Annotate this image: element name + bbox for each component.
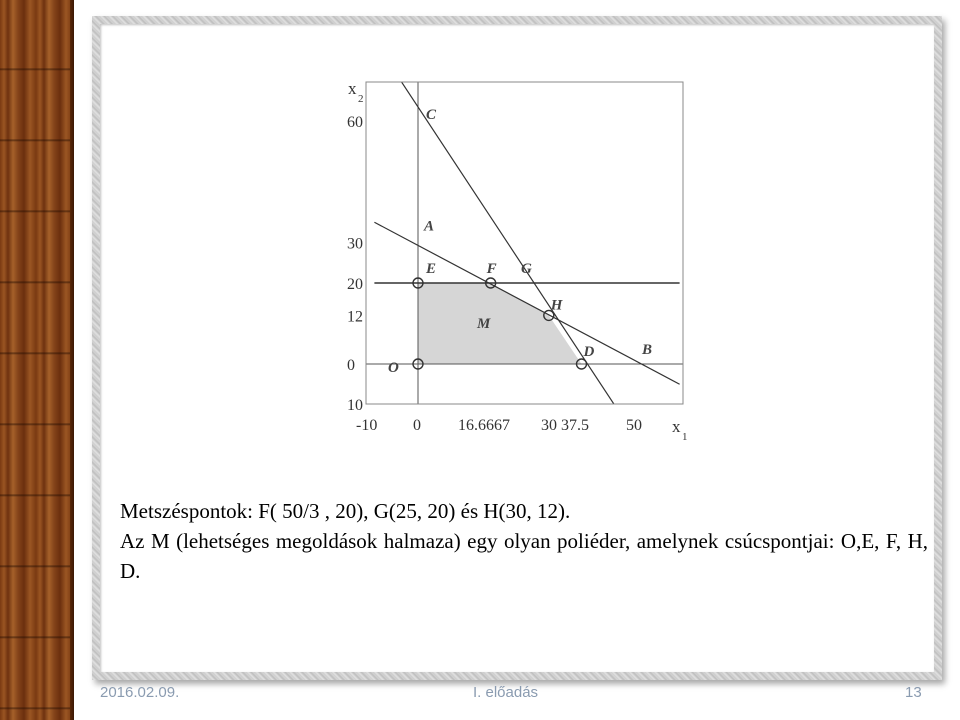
footer-date: 2016.02.09. bbox=[100, 684, 180, 701]
footer-title: I. előadás bbox=[473, 684, 539, 701]
y-tick-label-2: 20 bbox=[347, 276, 363, 293]
point-label-f: F bbox=[486, 261, 497, 277]
point-label-d: D bbox=[583, 344, 595, 360]
polyhedron-description-text: Az M (lehetséges megoldások halmaza) egy olyan poliéder, amelynek csúcspontjai: O,E, F, H, D. bbox=[120, 529, 928, 583]
point-label-e: E bbox=[426, 261, 437, 277]
y-tick-label-4: 0 bbox=[347, 357, 355, 374]
point-label-c: C bbox=[426, 107, 437, 123]
footer-page-number: 13 bbox=[905, 684, 922, 701]
point-label-a: A bbox=[424, 218, 435, 235]
x-tick-label-2: 16.6667 bbox=[458, 417, 510, 434]
point-label-o: O bbox=[388, 360, 399, 376]
intersection-points-text: Metszéspontok: F( 50/3 , 20), G(25, 20) és H(30, 12). bbox=[120, 499, 571, 523]
y-axis-label-subscript: 2 bbox=[358, 93, 364, 105]
x-tick-label-5: 50 bbox=[626, 417, 642, 434]
y-tick-label-1: 30 bbox=[347, 235, 363, 253]
y-tick-label-3: 12 bbox=[347, 308, 363, 326]
x-axis-label: x bbox=[672, 417, 681, 436]
y-tick-label-5: 10 bbox=[347, 397, 363, 414]
point-label-g: G bbox=[521, 261, 532, 277]
point-label-h: H bbox=[550, 297, 563, 314]
region-label-m: M bbox=[477, 316, 491, 332]
slide-body-text bbox=[120, 496, 928, 586]
x-axis-label-subscript: 1 bbox=[682, 431, 688, 443]
x-tick-label-0: -10 bbox=[356, 417, 378, 434]
x-tick-label-3: 30 bbox=[541, 417, 557, 434]
x-tick-label-1: 0 bbox=[413, 417, 421, 434]
point-label-b: B bbox=[642, 342, 653, 358]
x-tick-label-4: 37.5 bbox=[561, 417, 589, 434]
feasible-region bbox=[418, 283, 582, 364]
y-tick-label-0: 60 bbox=[347, 114, 363, 131]
y-axis-label: x bbox=[348, 79, 357, 98]
